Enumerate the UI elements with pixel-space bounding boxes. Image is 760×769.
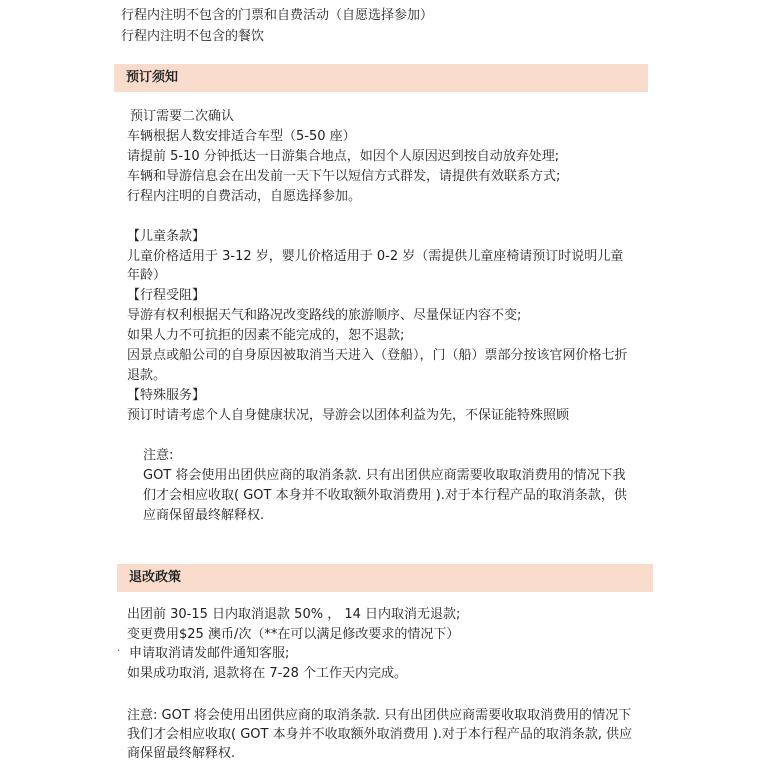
bullet-dot-icon: · [117, 646, 121, 657]
child-terms-line: 年龄） [127, 268, 167, 283]
booking-note-heading: 注意: [143, 448, 174, 463]
refund-line: 出团前 30-15 日内取消退款 50% ， 14 日内取消无退款; [127, 607, 461, 622]
refund-line: 申请取消请发邮件通知客服; [129, 646, 290, 661]
booking-line: 行程内注明的自费活动，自愿选择参加。 [127, 189, 362, 204]
trip-obstruction-heading: 【行程受阻】 [127, 288, 206, 303]
special-service-heading: 【特殊服务】 [127, 388, 206, 403]
exclusion-line-tickets: 行程内注明不包含的门票和自费活动（自愿选择参加） [121, 8, 434, 23]
booking-notice-header [114, 64, 648, 92]
refund-policy-title: 退改政策 [129, 570, 182, 585]
booking-line: 请提前 5-10 分钟抵达一日游集合地点，如因个人原因迟到按自动放弃处理; [127, 149, 560, 164]
refund-note-line: 我们才会相应收取( GOT 本身并不收取额外取消费用 ).对于本行程产品的取消条款, 供应 [127, 727, 633, 742]
child-terms-line: 儿童价格适用于 3-12 岁，婴儿价格适用于 0-2 岁（需提供儿童座椅请预订时说明儿童 [127, 249, 624, 264]
booking-note-line: 们才会相应收取( GOT 本身并不收取额外取消费用 ).对于本行程产品的取消条款，供 [143, 488, 627, 503]
booking-note-line: GOT 将会使用出团供应商的取消条款. 只有出团供应商需要收取取消费用的情况下我 [143, 468, 626, 483]
special-service-line: 预订时请考虑个人自身健康状况，导游会以团体利益为先，不保证能特殊照顾 [127, 408, 570, 423]
exclusion-line-meals: 行程内注明不包含的餐饮 [121, 29, 265, 44]
booking-line: 车辆根据人数安排适合车型（5-50 座） [127, 129, 356, 144]
booking-notice-title: 预订须知 [126, 70, 179, 85]
refund-note-line: 商保留最终解释权. [127, 746, 236, 761]
trip-obstruction-line: 退款。 [127, 368, 167, 383]
booking-line: 车辆和导游信息会在出发前一天下午以短信方式群发，请提供有效联系方式; [127, 169, 561, 184]
booking-note-line: 应商保留最终解释权. [143, 508, 265, 523]
trip-obstruction-line: 导游有权利根据天气和路况改变路线的旅游顺序、尽量保证内容不变; [127, 308, 522, 323]
trip-obstruction-line: 因景点或船公司的自身原因被取消当天进入（登船），门（船）票部分按该官网价格七折 [127, 348, 628, 363]
child-terms-heading: 【儿童条款】 [127, 229, 206, 244]
refund-line: 如果成功取消, 退款将在 7-28 个工作天内完成。 [127, 666, 408, 681]
refund-note-line: 注意: GOT 将会使用出团供应商的取消条款. 只有出团供应商需要收取取消费用的情况下 [127, 708, 632, 723]
refund-line: 变更费用$25 澳币/次（**在可以满足修改要求的情况下） [127, 627, 460, 642]
booking-line: 预订需要二次确认 [130, 109, 235, 124]
trip-obstruction-line: 如果人力不可抗拒的因素不能完成的，恕不退款; [127, 328, 405, 343]
refund-policy-header [117, 564, 653, 592]
